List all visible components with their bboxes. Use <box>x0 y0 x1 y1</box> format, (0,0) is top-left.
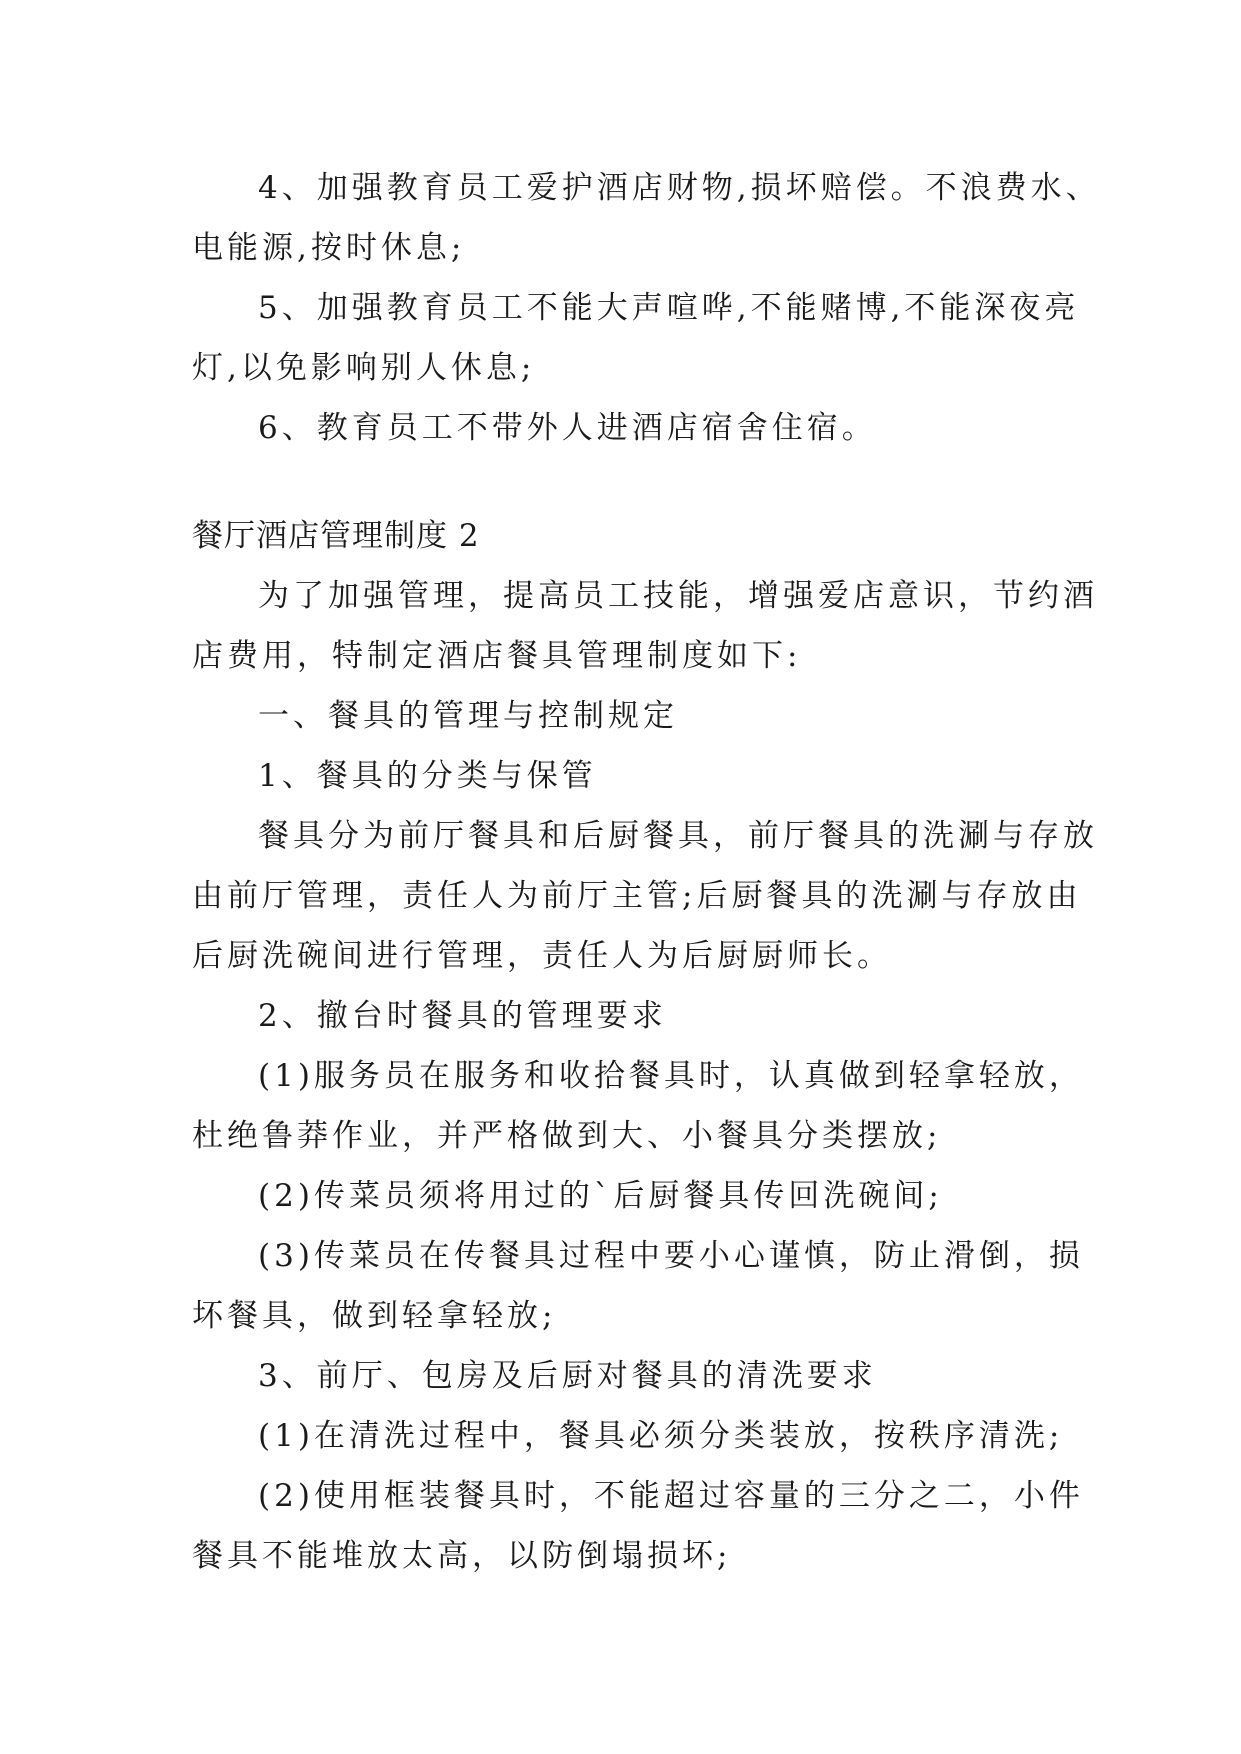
subheading-line: 2、撤台时餐具的管理要求 <box>258 998 667 1034</box>
paragraph-line: (2)传菜员须将用过的`后厨餐具传回洗碗间; <box>258 1178 943 1214</box>
paragraph-line: (3)传菜员在传餐具过程中要小心谨慎，防止滑倒，损 <box>258 1238 1084 1274</box>
paragraph-line: 餐具分为前厅餐具和后厨餐具，前厅餐具的洗涮与存放 <box>258 818 1098 854</box>
section-title: 餐厅酒店管理制度 2 <box>192 518 480 554</box>
paragraph-line: 坏餐具，做到轻拿轻放; <box>192 1298 557 1334</box>
paragraph-line: 店费用，特制定酒店餐具管理制度如下: <box>192 638 802 674</box>
item-4-line-1: 4、加强教育员工爱护酒店财物,损坏赔偿。不浪费水、 <box>258 170 1101 206</box>
paragraph-line: 为了加强管理，提高员工技能，增强爱店意识，节约酒 <box>258 578 1098 614</box>
paragraph-line: 后厨洗碗间进行管理，责任人为后厨厨师长。 <box>192 938 892 974</box>
paragraph-line: 餐具不能堆放太高，以防倒塌损坏; <box>192 1538 732 1574</box>
item-5-line-2: 灯,以免影响别人休息; <box>192 350 536 386</box>
paragraph-line: (2)使用框装餐具时，不能超过容量的三分之二，小件 <box>258 1478 1084 1514</box>
paragraph-line: (1)服务员在服务和收拾餐具时，认真做到轻拿轻放， <box>258 1058 1084 1094</box>
item-4-line-2: 电能源,按时休息; <box>192 230 466 266</box>
subheading-line: 1、餐具的分类与保管 <box>258 758 597 794</box>
item-5-line-1: 5、加强教育员工不能大声喧哗,不能赌博,不能深夜亮 <box>258 290 1080 326</box>
item-6-line-1: 6、教育员工不带外人进酒店宿舍住宿。 <box>258 410 877 446</box>
paragraph-line: (1)在清洗过程中，餐具必须分类装放，按秩序清洗; <box>258 1418 1064 1454</box>
subheading-line: 一、餐具的管理与控制规定 <box>258 698 678 734</box>
paragraph-line: 由前厅管理，责任人为前厅主管;后厨餐具的洗涮与存放由 <box>192 878 1082 914</box>
subheading-line: 3、前厅、包房及后厨对餐具的清洗要求 <box>258 1358 877 1394</box>
paragraph-line: 杜绝鲁莽作业，并严格做到大、小餐具分类摆放; <box>192 1118 942 1154</box>
